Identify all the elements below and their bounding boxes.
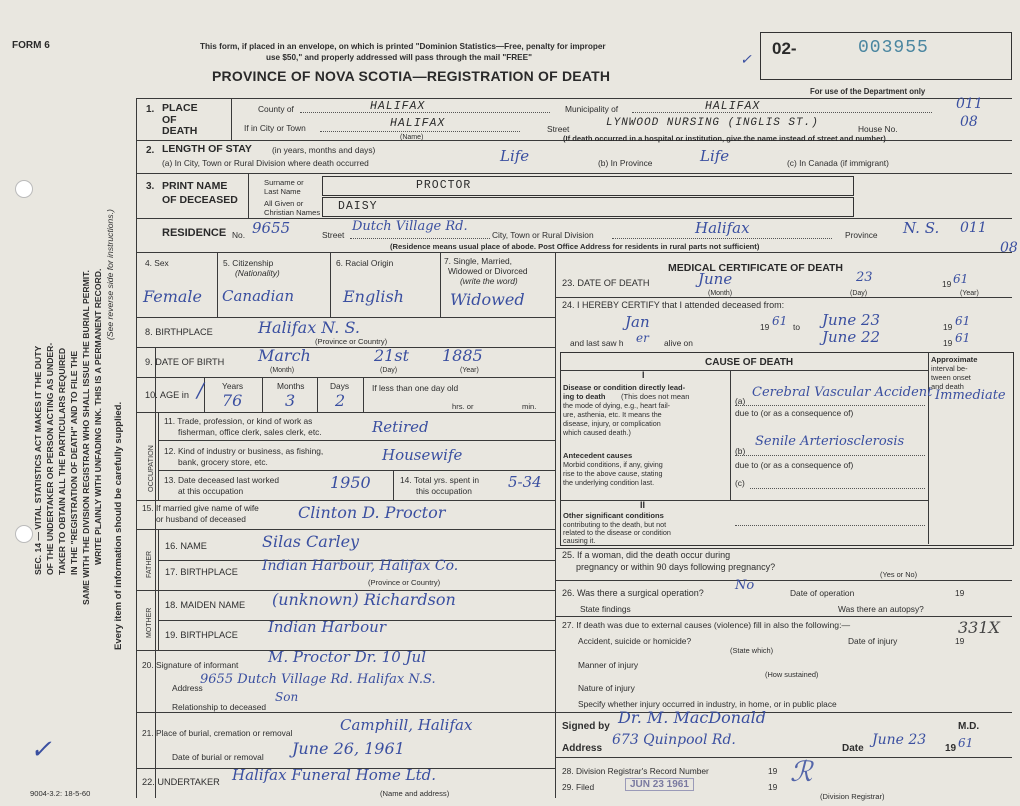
- q21-label: 21. Place of burial, cremation or removal: [142, 728, 293, 738]
- marital-label3: (write the word): [460, 276, 518, 286]
- dob-year-sub: (Year): [460, 367, 479, 374]
- q2c-label: (c) In Canada (if immigrant): [787, 158, 889, 168]
- house-label: House No.: [858, 124, 898, 134]
- rule: [363, 377, 364, 412]
- q2-label: LENGTH OF STAY: [162, 143, 252, 155]
- rule: [136, 347, 555, 348]
- rule: [730, 370, 731, 500]
- rule: [928, 352, 929, 544]
- residence-street-label: Street: [322, 230, 345, 240]
- q25-text1: 25. If a woman, did the death occur during: [562, 550, 731, 560]
- q1-label3: DEATH: [162, 125, 198, 137]
- age-days: 2: [335, 391, 346, 410]
- q12-text1: 12. Kind of industry or business, as fishing,: [164, 446, 324, 456]
- rule: [136, 252, 1012, 253]
- other4: causing it.: [563, 536, 596, 545]
- rule: [555, 580, 1012, 581]
- antecedent1: Antecedent causes: [563, 451, 633, 460]
- registrar-label: (Division Registrar): [820, 792, 885, 801]
- rule: [231, 98, 232, 140]
- q29-19: 19: [768, 782, 778, 792]
- dotted-line: [350, 238, 490, 239]
- roman-2: II: [640, 500, 646, 510]
- q14-text2: this occupation: [416, 486, 472, 496]
- q24-label: 24. I HEREBY CERTIFY that I attended deceased from:: [562, 300, 785, 310]
- q28-label: 28. Division Registrar's Record Number: [562, 766, 709, 776]
- q3-label1: PRINT NAME: [162, 180, 228, 192]
- marital-label2: Widowed or Divorced: [448, 266, 528, 276]
- rule: [248, 173, 249, 218]
- surname-label2: Last Name: [264, 187, 301, 196]
- rule: [393, 470, 394, 500]
- age-months: 3: [285, 391, 296, 410]
- sex-value: Female: [143, 287, 202, 306]
- due-to-a: due to (or as a consequence of): [735, 408, 854, 418]
- municipality-value: HALIFAX: [705, 100, 761, 113]
- q13-text2: at this occupation: [178, 486, 244, 496]
- q14-text1: 14. Total yrs. spent in: [400, 475, 479, 485]
- q29-label: 29. Filed: [562, 782, 595, 792]
- disease-text6: disease, injury, or complication: [563, 419, 661, 428]
- q24-19a: 19: [760, 322, 770, 332]
- city-value: HALIFAX: [390, 117, 446, 130]
- address-value: 673 Quinpool Rd.: [612, 732, 736, 748]
- q23-label: 23. DATE OF DEATH: [562, 278, 650, 288]
- how-sustained-label: (How sustained): [765, 670, 819, 679]
- q23-month: June: [698, 270, 733, 288]
- antecedent4: the underlying condition last.: [563, 478, 655, 487]
- rule: [158, 470, 555, 471]
- q24-19b: 19: [943, 322, 953, 332]
- rule: [330, 252, 331, 317]
- nature-label: Nature of injury: [578, 683, 635, 693]
- rule: [136, 173, 1012, 174]
- margin-check: ✓: [30, 735, 52, 765]
- registrar-signature: ℛ: [790, 755, 813, 788]
- q23-month-sub: (Month): [708, 290, 733, 297]
- q1-label1: PLACE: [162, 102, 198, 114]
- cause-b-label: (b): [735, 446, 746, 456]
- municipality-label: Municipality of: [565, 104, 619, 114]
- racial-value: English: [343, 287, 404, 306]
- date-19: 19: [945, 743, 957, 754]
- q1-label2: OF: [162, 114, 177, 126]
- rule: [136, 98, 1012, 99]
- q20-address1: 9655 Dutch Village Rd. Halifax N.S.: [200, 672, 436, 687]
- address-label: Address: [562, 743, 603, 754]
- interval-a-value: Immediate: [935, 388, 1006, 403]
- residence-street: Dutch Village Rd.: [352, 219, 468, 234]
- q1-num: 1.: [146, 104, 155, 115]
- q27-label: 27. If death was due to external causes (violence) fill in also the following:—: [562, 620, 851, 630]
- op-date-label: Date of operation: [790, 588, 855, 598]
- date-value: June 23: [872, 732, 927, 748]
- q23-year-sub: (Year): [960, 290, 979, 297]
- lastsaw-label: and last saw h: [570, 338, 624, 348]
- rule: [158, 412, 159, 500]
- mother-label: MOTHER: [146, 607, 153, 638]
- q22-sub: (Name and address): [380, 789, 450, 798]
- rule: [555, 616, 1012, 617]
- instructions-line5: SAME WITH THE DIVISION REGISTRAR WHO SHALL ISSUE THE BURIAL PERMIT.: [81, 270, 91, 605]
- min-label: min.: [522, 402, 537, 411]
- dotted-line: [735, 405, 925, 406]
- county-label: County of: [258, 104, 294, 114]
- approx4: and death: [931, 382, 964, 391]
- dob-day: 21st: [374, 346, 409, 365]
- q21-value: Camphill, Halifax: [340, 716, 473, 734]
- registration-prefix: 02-: [772, 39, 797, 58]
- disease-text1: Disease or condition directly lead-: [563, 383, 686, 392]
- q24-to-label: to: [793, 322, 800, 332]
- residence-city-label: City, Town or Rural Division: [492, 230, 594, 240]
- dob-label: 9. DATE OF BIRTH: [145, 357, 225, 367]
- dob-month-sub: (Month): [270, 367, 295, 374]
- alive-on-label: alive on: [664, 338, 693, 348]
- q24-from: Jan: [625, 313, 650, 331]
- q23-year-prefix: 19: [942, 279, 952, 289]
- approx1: Approximate: [931, 355, 978, 364]
- date-label: Date: [842, 743, 864, 754]
- q2b-label: (b) In Province: [598, 158, 653, 168]
- filed-stamp: JUN 23 1961: [625, 778, 694, 791]
- dotted-line: [750, 488, 925, 489]
- rule: [136, 500, 555, 501]
- rule: [560, 370, 928, 371]
- instructions-line1: SEC. 14 — VITAL STATISTICS ACT MAKES IT THE DUTY: [33, 345, 43, 575]
- state-which-label: (State which): [730, 646, 774, 655]
- q20-label: 20. Signature of informant: [142, 660, 239, 670]
- op-date-19: 19: [955, 588, 965, 598]
- q15-value: Clinton D. Proctor: [298, 503, 446, 522]
- q12-text2: bank, grocery store, etc.: [178, 457, 268, 467]
- q3-num: 3.: [146, 181, 155, 192]
- q15-text2: or husband of deceased: [156, 514, 246, 524]
- q24-to: June 23: [822, 311, 881, 329]
- years-label: Years: [222, 381, 244, 391]
- residence-code2: 08: [1000, 240, 1018, 256]
- occupation-group-label: OCCUPATION: [146, 445, 155, 492]
- cause-a-value: Cerebral Vascular Accident: [752, 385, 933, 400]
- months-label: Months: [277, 381, 305, 391]
- rule: [555, 757, 1012, 758]
- q2-num: 2.: [146, 145, 155, 156]
- mail-notice-line2: use $50," and properly addressed will pass through the mail "FREE": [266, 53, 532, 62]
- rule: [217, 252, 218, 317]
- age-check: /: [197, 378, 204, 402]
- q11-value: Retired: [372, 418, 429, 436]
- cause-title: CAUSE OF DEATH: [705, 357, 794, 368]
- rule: [555, 297, 1012, 298]
- q2-sub: (in years, months and days): [272, 145, 376, 155]
- manner-label: Manner of injury: [578, 660, 639, 670]
- given-box: [322, 197, 854, 217]
- birthplace-sub: (Province or Country): [315, 337, 388, 346]
- rule: [155, 650, 156, 798]
- dob-day-sub: (Day): [380, 367, 398, 374]
- q24-from-year: 61: [772, 314, 788, 328]
- county-value: HALIFAX: [370, 100, 426, 113]
- street-value: LYNWOOD NURSING (INGLIS ST.): [606, 117, 819, 129]
- punch-hole: [15, 180, 33, 198]
- rule: [317, 377, 318, 412]
- frame-left: [136, 98, 137, 798]
- signed-by-label: Signed by: [562, 721, 610, 732]
- rule: [560, 500, 928, 501]
- cause-b-value: Senile Arteriosclerosis: [755, 434, 905, 449]
- instructions-line4: IN THE "REGISTRATION OF DEATH" AND TO FILE THE: [69, 350, 79, 575]
- q11-text1: 11. Trade, profession, or kind of work as: [164, 416, 313, 426]
- q16-label: 16. NAME: [165, 541, 207, 551]
- form-label: FORM 6: [12, 40, 50, 51]
- relationship-label: Relationship to deceased: [172, 702, 267, 712]
- q20-address-label: Address: [172, 683, 203, 693]
- other2: contributing to the death, but not: [563, 520, 667, 529]
- yes-no-label: (Yes or No): [880, 570, 918, 579]
- punch-hole: [15, 525, 33, 543]
- lastsaw-value: June 22: [822, 328, 881, 346]
- q23-day-sub: (Day): [850, 290, 868, 297]
- burial-date-label: Date of burial or removal: [172, 752, 264, 762]
- q19-label: 19. BIRTHPLACE: [165, 630, 238, 640]
- antecedent2: Morbid conditions, if any, giving: [563, 460, 663, 469]
- q14-value: 5-34: [508, 473, 542, 491]
- q18-value: (unknown) Richardson: [272, 590, 456, 609]
- approx3: tween onset: [931, 373, 971, 382]
- residence-city: Halifax: [695, 219, 750, 237]
- less-than-day: If less than one day old: [372, 383, 459, 393]
- disease-text4: the mode of dying, e.g., heart fail-: [563, 401, 671, 410]
- dotted-line: [632, 112, 932, 113]
- residence-number: 9655: [252, 219, 291, 237]
- dotted-line: [612, 238, 832, 239]
- residence-no-label: No.: [232, 230, 246, 240]
- dotted-line: [320, 131, 520, 132]
- q16-value: Silas Carley: [262, 532, 360, 551]
- q25-text2: pregnancy or within 90 days following pregnancy?: [576, 562, 776, 572]
- name-label: (Name): [400, 134, 424, 141]
- q15-text1: 15. If married give name of wife: [142, 503, 259, 513]
- dob-month: March: [258, 346, 311, 365]
- hospital-note: (If death occurred in a hospital or institution, give the name instead of street and number): [563, 134, 886, 143]
- birthplace-label: 8. BIRTHPLACE: [145, 327, 213, 337]
- hrs-label: hrs. or: [452, 402, 474, 411]
- q23-day: 23: [856, 270, 873, 285]
- marital-label1: 7. Single, Married,: [444, 256, 512, 266]
- registration-number: 003955: [858, 38, 929, 58]
- accident-label: Accident, suicide or homicide?: [578, 636, 692, 646]
- q26-value: No: [735, 578, 755, 593]
- dotted-line: [735, 455, 925, 456]
- q20-value: M. Proctor Dr. 10 Jul: [268, 648, 426, 666]
- surname-value: PROCTOR: [416, 179, 472, 192]
- instructions-line7: (See reverse side for instructions.): [105, 209, 115, 340]
- cause-a-label: (a): [735, 396, 746, 406]
- rule: [136, 529, 555, 530]
- q24-to-year: 61: [955, 314, 971, 328]
- dotted-line: [735, 525, 925, 526]
- rule: [204, 377, 205, 412]
- footer-code: 9004-3.2: 18-5-60: [30, 789, 91, 798]
- place-code2: 08: [960, 114, 978, 130]
- residence-code1: 011: [960, 220, 987, 236]
- birthplace-value: Halifax N. S.: [258, 318, 360, 337]
- injury-date-19: 19: [955, 636, 965, 646]
- q26-label: 26. Was there a surgical operation?: [562, 588, 704, 598]
- rule: [555, 548, 1012, 549]
- q28-19: 19: [768, 766, 778, 776]
- specify-label: Specify whether injury occurred in industry, in home, or in public place: [578, 699, 837, 709]
- q23-year: 61: [953, 272, 969, 286]
- citizenship-label2: (Nationality): [235, 268, 280, 278]
- father-label: FATHER: [146, 550, 153, 578]
- rule: [555, 252, 556, 798]
- surname-box: [322, 176, 854, 196]
- due-to-b: due to (or as a consequence of): [735, 460, 854, 470]
- state-findings-label: State findings: [580, 604, 631, 614]
- citizenship-label1: 5. Citizenship: [223, 258, 274, 268]
- roman-1: I: [642, 370, 645, 380]
- lastsaw-her: er: [636, 331, 649, 345]
- lastsaw-19: 19: [943, 338, 953, 348]
- disease-text2: ing to death: [563, 392, 606, 401]
- marital-value: Widowed: [450, 290, 525, 309]
- q12-value: Housewife: [382, 446, 463, 464]
- rule: [440, 252, 441, 317]
- sex-label: 4. Sex: [145, 258, 169, 268]
- rule: [136, 412, 555, 413]
- citizenship-value: Canadian: [222, 287, 295, 305]
- given-label1: All Given or: [264, 199, 304, 208]
- age-years: 76: [222, 391, 243, 410]
- instructions-line3: TAKER TO OBTAIN ALL THE PARTICULARS REQUIRED: [57, 347, 67, 575]
- q2a-label: (a) In City, Town or Rural Division where death occurred: [162, 158, 369, 168]
- q17-label: 17. BIRTHPLACE: [165, 567, 238, 577]
- place-code1: 011: [956, 96, 983, 112]
- residence-province-label: Province: [845, 230, 878, 240]
- disease-text5: ure, asthenia, etc. It means the: [563, 410, 662, 419]
- instructions-line2: OF THE UNDERTAKER OR PERSON ACTING AS UNDER-: [45, 342, 55, 575]
- q22-value: Halifax Funeral Home Ltd.: [232, 766, 436, 784]
- department-note: For use of the Department only: [810, 87, 926, 96]
- q2b-value: Life: [700, 147, 730, 165]
- rule: [136, 712, 555, 713]
- injury-date-label: Date of injury: [848, 636, 898, 646]
- q17-sub: (Province or Country): [368, 578, 441, 587]
- burial-date-value: June 26, 1961: [292, 739, 405, 758]
- residence-note: (Residence means usual place of abode. Post Office Address for residents in rural parts not sufficient): [390, 242, 760, 251]
- residence-label: RESIDENCE: [162, 227, 227, 239]
- q17-value: Indian Harbour, Halifax Co.: [262, 558, 459, 574]
- q20-address2: Son: [275, 690, 299, 704]
- antecedent3: rise to the above cause, stating: [563, 469, 663, 478]
- q22-label: 22. UNDERTAKER: [142, 777, 220, 787]
- age-label: 10. AGE in: [145, 390, 189, 400]
- q18-label: 18. MAIDEN NAME: [165, 600, 246, 610]
- autopsy-label: Was there an autopsy?: [838, 604, 924, 614]
- days-label: Days: [330, 381, 350, 391]
- date-year: 61: [958, 736, 974, 750]
- q11-text2: fisherman, office clerk, sales clerk, etc.: [178, 427, 322, 437]
- approx2: interval be-: [931, 364, 968, 373]
- q3-label2: OF DECEASED: [162, 194, 238, 206]
- street-label: Street: [547, 124, 570, 134]
- rule: [158, 440, 555, 441]
- dob-year: 1885: [442, 346, 483, 365]
- q19-value: Indian Harbour: [268, 618, 387, 636]
- signed-value: Dr. M. MacDonald: [618, 708, 766, 727]
- other3: related to the disease or condition: [563, 528, 671, 537]
- checkmark: ✓: [740, 52, 752, 68]
- racial-label: 6. Racial Origin: [336, 258, 394, 268]
- rule: [158, 529, 159, 650]
- supply-note: Every item of information should be carefully supplied.: [113, 401, 124, 650]
- q13-value: 1950: [330, 473, 371, 492]
- cause-c-label: (c): [735, 478, 745, 488]
- instructions-line6: WRITE PLAINLY WITH UNFADING INK. THIS IS A PERMANENT RECORD.: [93, 268, 103, 565]
- residence-province: N. S.: [903, 219, 940, 237]
- note-331x: 331X: [958, 618, 1000, 637]
- page-title: PROVINCE OF NOVA SCOTIA—REGISTRATION OF DEATH: [212, 68, 611, 84]
- lastsaw-year: 61: [955, 331, 971, 345]
- city-label: If in City or Town: [244, 123, 306, 133]
- disease-text7: which caused death.): [563, 428, 631, 437]
- medical-title: MEDICAL CERTIFICATE OF DEATH: [668, 262, 843, 274]
- other1: Other significant conditions: [563, 511, 664, 520]
- given-value: DAISY: [338, 200, 378, 213]
- given-label2: Christian Names: [264, 208, 321, 217]
- rule: [262, 377, 263, 412]
- disease-text3: (This does not mean: [621, 392, 690, 401]
- md-label: M.D.: [958, 721, 980, 732]
- mail-notice-line1: This form, if placed in an envelope, on which is printed "Dominion Statistics—Free, penalty for improper: [200, 42, 606, 51]
- q13-text1: 13. Date deceased last worked: [164, 475, 279, 485]
- surname-label1: Surname or: [264, 178, 304, 187]
- q2a-value: Life: [500, 147, 530, 165]
